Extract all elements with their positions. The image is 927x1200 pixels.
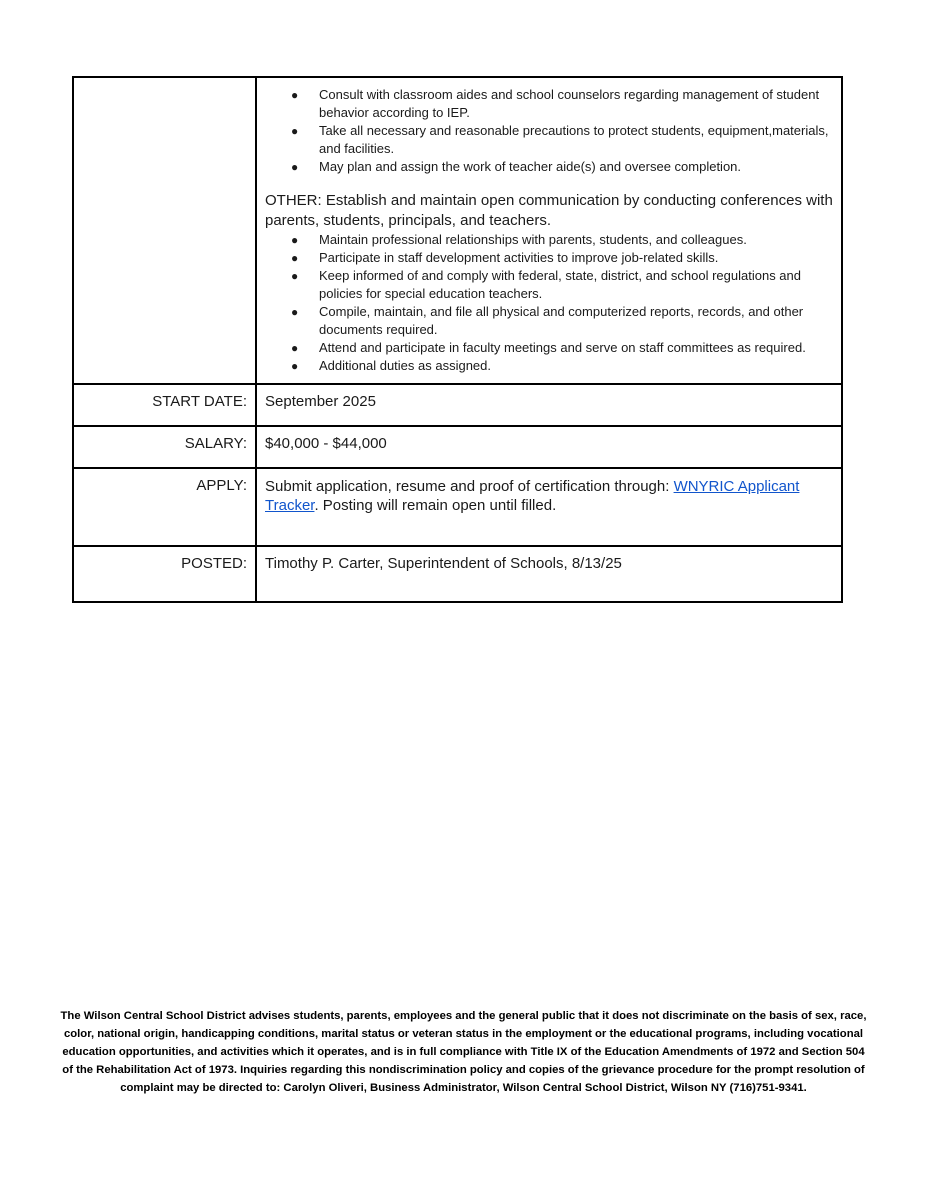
posted-value: Timothy P. Carter, Superintendent of Schools, 8/13/25 xyxy=(256,546,842,602)
duties-label-cell xyxy=(73,77,256,384)
bullet-icon: ● xyxy=(291,269,299,283)
bullet-icon: ● xyxy=(291,160,299,174)
bullet-icon: ● xyxy=(291,251,299,265)
bullet-icon: ● xyxy=(291,305,299,319)
apply-text: Submit application, resume and proof of certification through: WNYRIC Applicant Tracker. Posting will remain open until filled. xyxy=(265,478,800,514)
job-posting-table xyxy=(72,76,843,603)
list-item: ● Participate in staff development activities to improve job-related skills. xyxy=(291,250,719,265)
duties-list-1 xyxy=(265,86,833,176)
other-heading: OTHER: Establish and maintain open communication by conducting conferences with parents, students, principals, and teachers. xyxy=(265,192,833,229)
nondiscrimination-notice: The Wilson Central School District advises students, parents, employees and the general public that it does not discriminate on the basis of sex, race, color, national origin, handicapping conditions, marital status or veteran status in the employment or the educational programs, including vocational education opportunities, and activities which it operates, and is in full compliance with Title IX of the Education Amendments of 1972 and Section 504 of the Rehabilitation Act of 1973. Inquiries regarding this nondiscrimination policy and copies of the grievance procedure for the prompt resolution of complaint may be directed to: Carolyn Oliveri, Business Administrator, Wilson Central School District, Wilson NY (716)751-9341. xyxy=(60,1010,867,1094)
duties-cell xyxy=(256,77,842,384)
salary-label: SALARY: xyxy=(73,426,256,468)
salary-value: $40,000 - $44,000 xyxy=(256,426,842,468)
list-item: ● Take all necessary and reasonable precautions to protect students, equipment,materials, and facilities. xyxy=(291,123,829,156)
list-item: ● Maintain professional relationships with parents, students, and colleagues. xyxy=(291,232,747,247)
list-item: ● Attend and participate in faculty meetings and serve on staff committees as required. xyxy=(291,340,806,355)
start-date-label: START DATE: xyxy=(73,384,256,426)
apply-value xyxy=(256,468,842,546)
apply-label: APPLY: xyxy=(73,468,256,546)
bullet-icon: ● xyxy=(291,233,299,247)
posted-label: POSTED: xyxy=(73,546,256,602)
applicant-tracker-link[interactable]: WNYRIC Applicant Tracker xyxy=(265,478,800,514)
bullet-icon: ● xyxy=(291,359,299,373)
bullet-icon: ● xyxy=(291,124,299,138)
start-date-value: September 2025 xyxy=(256,384,842,426)
posted-row xyxy=(73,546,842,602)
bullet-icon: ● xyxy=(291,341,299,355)
list-item: ● May plan and assign the work of teacher aide(s) and oversee completion. xyxy=(291,159,742,174)
apply-row xyxy=(73,468,842,546)
salary-row xyxy=(73,426,842,468)
start-date-row xyxy=(73,384,842,426)
duties-list-2 xyxy=(265,231,833,375)
list-item: ● Compile, maintain, and file all physical and computerized reports, records, and other documents required. xyxy=(291,304,804,337)
list-item: ● Keep informed of and comply with federal, state, district, and school regulations and policies for special education teachers. xyxy=(291,268,801,301)
list-item: ● Additional duties as assigned. xyxy=(291,358,492,373)
bullet-icon: ● xyxy=(291,88,299,102)
duties-row xyxy=(73,77,842,384)
list-item: ● Consult with classroom aides and school counselors regarding management of student behavior according to IEP. xyxy=(291,87,820,120)
